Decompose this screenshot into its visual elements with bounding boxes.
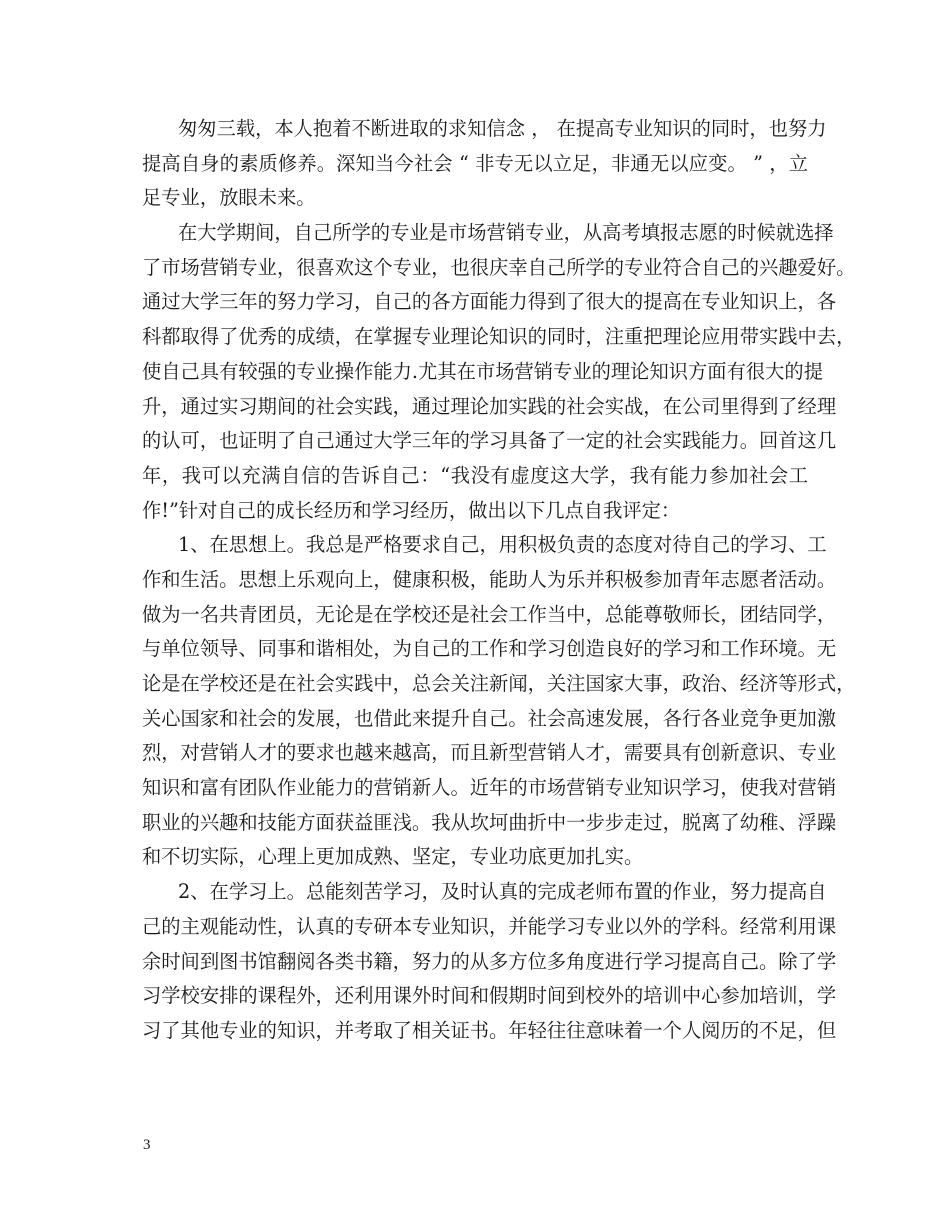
text-line: 职业的兴趣和技能方面获益匪浅。我从坎坷曲折中一步步走过，脱离了幼稚、浮躁: [142, 810, 837, 834]
text-line: 的认可，也证明了自己通过大学三年的学习具备了一定的社会实践能力。回首这几: [142, 429, 837, 453]
text-line: 烈，对营销人才的要求也越来越高，而且新型营销人才，需要具有创新意识、专业: [142, 741, 837, 765]
text-line: 论是在学校还是在社会实践中，总会关注新闻，关注国家大事，政治、经济等形式，: [142, 672, 856, 695]
text-line: 提高自身的素质修养。深知当今社会 “ 非专无以立足，非通无以应变。 ” ，立: [142, 151, 808, 175]
text-line: 在大学期间，自己所学的专业是市场营销专业，从高考填报志愿的时候就选择: [178, 221, 834, 245]
text-line: 1、在思想上。我总是严格要求自己，用积极负责的态度对待自己的学习、工: [178, 533, 827, 557]
text-line: 足专业，放眼未来。: [142, 186, 316, 210]
text-line: 了市场营销专业，很喜欢这个专业，也很庆幸自己所学的专业符合自己的兴趣爱好。: [142, 255, 856, 279]
body-text: [142, 112, 856, 1049]
text-line: 2、在学习上。总能刻苦学习，及时认真的完成老师布置的作业，努力提高自: [178, 880, 827, 904]
text-line: 习了其他专业的知识，并考取了相关证书。年轻往往意味着一个人阅历的不足，但: [142, 1018, 837, 1042]
text-line: 使自己具有较强的专业操作能力.尤其在市场营销专业的理论知识方面有很大的提: [142, 359, 823, 383]
page-number: 3: [143, 1137, 151, 1153]
text-line: 习学校安排的课程外，还利用课外时间和假期时间到校外的培训中心参加培训，学: [142, 984, 837, 1008]
text-line: 做为一名共青团员，无论是在学校还是社会工作当中，总能尊敬师长，团结同学，: [142, 602, 837, 626]
text-line: 升，通过实习期间的社会实践，通过理论加实践的社会实战，在公司里得到了经理: [142, 394, 837, 418]
text-line: 匆匆三载，本人抱着不断进取的求知信念 ， 在提高专业知识的同时，也努力: [178, 117, 827, 140]
text-line: 己的主观能动性，认真的专研本专业知识，并能学习专业以外的学科。经常利用课: [142, 914, 837, 938]
text-line: 与单位领导、同事和谐相处，为自己的工作和学习创造良好的学习和工作环境。无: [142, 637, 837, 661]
text-line: 作!”针对自己的成长经历和学习经历，做出以下几点自我评定：: [142, 498, 681, 522]
text-line: 和不切实际，心理上更加成熟、坚定，专业功底更加扎实。: [142, 845, 644, 869]
text-line: 知识和富有团队作业能力的营销新人。近年的市场营销专业知识学习，使我对营销: [142, 776, 837, 800]
text-line: 余时间到图书馆翻阅各类书籍，努力的从多方位多角度进行学习提高自己。除了学: [142, 949, 837, 973]
text-line: 作和生活。思想上乐观向上，健康积极，能助人为乐并积极参加青年志愿者活动。: [142, 567, 837, 591]
text-line: 通过大学三年的努力学习，自己的各方面能力得到了很大的提高在专业知识上，各: [142, 290, 837, 314]
text-line: 关心国家和社会的发展，也借此来提升自己。社会高速发展，各行各业竞争更加激: [142, 706, 837, 730]
text-line: 年，我可以充满自信的告诉自己：“我没有虚度这大学，我有能力参加社会工: [142, 463, 808, 487]
text-line: 科都取得了优秀的成绩，在掌握专业理论知识的同时，注重把理论应用带实践中去，: [142, 325, 856, 349]
